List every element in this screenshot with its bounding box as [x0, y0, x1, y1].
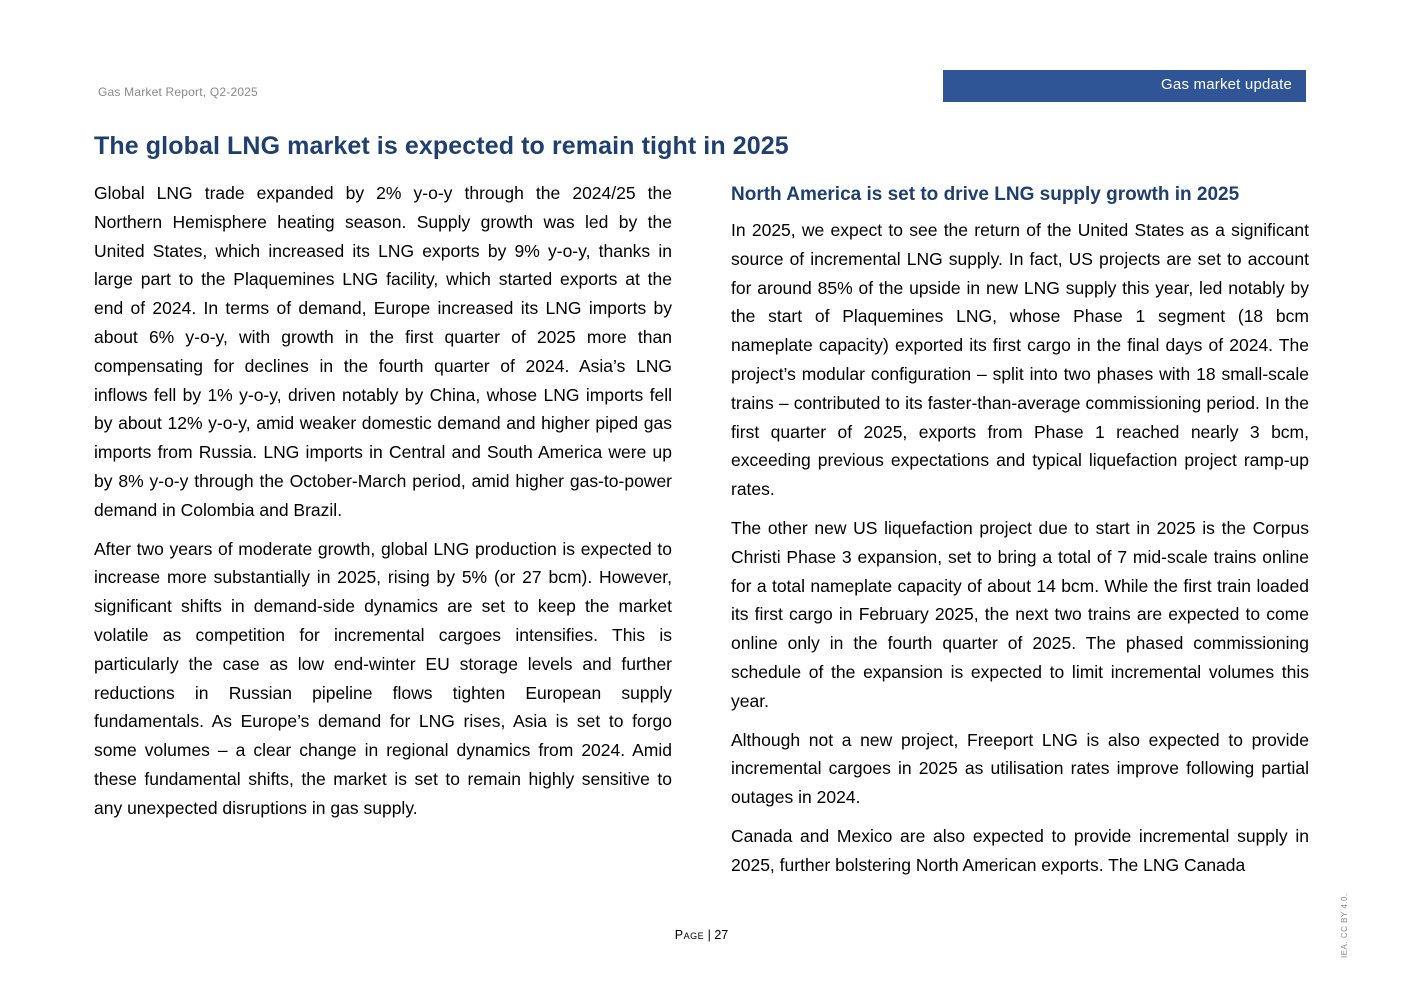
left-column	[94, 179, 672, 833]
body-paragraph: The other new US liquefaction project due to start in 2025 is the Corpus Christi Phase 3 expansion, set to bring a total of 7 mid-scale trains online for a total nameplate capacity of about 14 bcm. While the first train loaded its first cargo in February 2025, the next two trains are expected to come online only in the fourth quarter of 2025. The phased commissioning schedule of the expansion is expected to limit incremental volumes this year.	[731, 517, 1309, 711]
page-footer	[0, 928, 1403, 942]
body-paragraph: In 2025, we expect to see the return of the United States as a significant source of incremental LNG supply. In fact, US projects are set to account for around 85% of the upside in new LNG supply this year, led notably by the start of Plaquemines LNG, whose Phase 1 segment (18 bcm nameplate capacity) exported its first cargo in the final days of 2024. The project’s modular configuration – split into two phases with 18 small-scale trains – contributed to its faster-than-average commissioning period. In the first quarter of 2025, exports from Phase 1 reached nearly 3 bcm, exceeding previous expectations and typical liquefaction project ramp-up rates.	[731, 220, 1309, 500]
right-column	[731, 179, 1309, 890]
section-subheading: North America is set to drive LNG supply growth in 2025	[731, 184, 1240, 205]
page-title: The global LNG market is expected to remain tight in 2025	[94, 132, 789, 160]
body-paragraph: After two years of moderate growth, global LNG production is expected to increase more substantially in 2025, rising by 5% (or 27 bcm). However, significant shifts in demand-side dynamics are set to keep the market volatile as competition for incremental cargoes intensifies. This is particularly the case as low end-winter EU storage levels and further reductions in Russian pipeline flows tighten European supply fundamentals. As Europe’s demand for LNG rises, Asia is set to forgo some volumes – a clear change in regional dynamics from 2024. Amid these fundamental shifts, the market is set to remain highly sensitive to any unexpected disruptions in gas supply.	[94, 538, 672, 818]
section-banner: Gas market update	[943, 70, 1306, 102]
page-number: 27	[714, 928, 729, 942]
body-paragraph: Although not a new project, Freeport LNG is also expected to provide incremental cargoes in 2025 as utilisation rates improve following partial outages in 2024.	[731, 729, 1309, 808]
license-note: IEA. CC BY 4.0.	[1340, 893, 1349, 958]
body-paragraph: Canada and Mexico are also expected to provide incremental supply in 2025, further bolstering North American exports. The LNG Canada	[731, 825, 1309, 875]
body-paragraph: Global LNG trade expanded by 2% y-o-y through the 2024/25 the Northern Hemisphere heating season. Supply growth was led by the United States, which increased its LNG exports by 9% y-o-y, thanks in large part to the Plaquemines LNG facility, which started exports at the end of 2024. In terms of demand, Europe increased its LNG imports by about 6% y-o-y, with growth in the first quarter of 2025 more than compensating for declines in the fourth quarter of 2024. Asia’s LNG inflows fell by 1% y-o-y, driven notably by China, whose LNG imports fell by about 12% y-o-y, amid weaker domestic demand and higher piped gas imports from Russia. LNG imports in Central and South America were up by 8% y-o-y through the October-March period, amid higher gas-to-power demand in Colombia and Brazil.	[94, 183, 672, 520]
report-running-header: Gas Market Report, Q2-2025	[98, 85, 258, 99]
page-separator: |	[707, 928, 711, 942]
page-label: Page	[674, 928, 705, 942]
